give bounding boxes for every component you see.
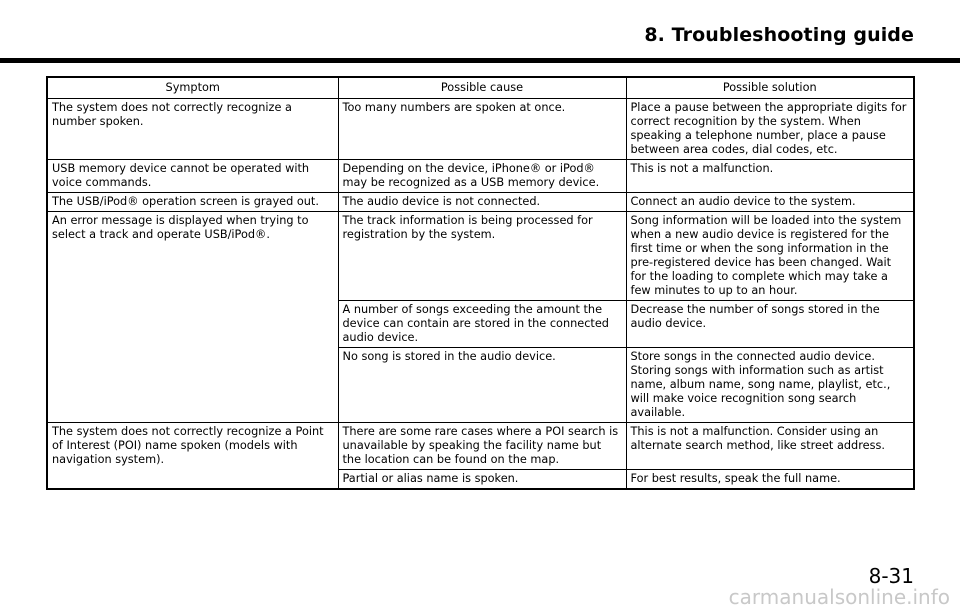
cause-cell: The track information is being processed for registration by the system.: [338, 212, 626, 301]
cause-cell: The audio device is not connected.: [338, 193, 626, 212]
symptom-cell: The system does not correctly recognize a number spoken.: [47, 99, 338, 160]
solution-cell: Place a pause between the appropriate digits for correct recognition by the system. When speaking a telephone number, place a pause between area codes, dial codes, etc.: [626, 99, 914, 160]
troubleshooting-table: [46, 76, 915, 490]
column-header-solution: Possible solution: [626, 77, 914, 99]
solution-cell: Connect an audio device to the system.: [626, 193, 914, 212]
solution-cell: Store songs in the connected audio device. Storing songs with information such as artist name, album name, song name, playlist, etc., will make voice recognition song search available.: [626, 348, 914, 423]
cause-cell: There are some rare cases where a POI search is unavailable by speaking the facility name but the location can be found on the map.: [338, 423, 626, 470]
symptom-cell: USB memory device cannot be operated with voice commands.: [47, 160, 338, 193]
table-header-row: [47, 77, 914, 99]
watermark: carmanualsonline.info: [728, 585, 950, 609]
solution-cell: Decrease the number of songs stored in the audio device.: [626, 301, 914, 348]
solution-cell: This is not a malfunction.: [626, 160, 914, 193]
cause-cell: A number of songs exceeding the amount the device can contain are stored in the connected audio device.: [338, 301, 626, 348]
header-rule: [0, 58, 960, 63]
table-row: [47, 160, 914, 193]
solution-cell: This is not a malfunction. Consider using an alternate search method, like street address.: [626, 423, 914, 470]
table-row: [47, 212, 914, 301]
cause-cell: Depending on the device, iPhone® or iPod® may be recognized as a USB memory device.: [338, 160, 626, 193]
solution-cell: For best results, speak the full name.: [626, 470, 914, 490]
symptom-cell: An error message is displayed when trying to select a track and operate USB/iPod®.: [47, 212, 338, 423]
section-title: 8. Troubleshooting guide: [644, 24, 914, 46]
table-row: [47, 193, 914, 212]
cause-cell: Partial or alias name is spoken.: [338, 470, 626, 490]
column-header-cause: Possible cause: [338, 77, 626, 99]
page-number: 8-31: [868, 564, 914, 588]
cause-cell: Too many numbers are spoken at once.: [338, 99, 626, 160]
cause-cell: No song is stored in the audio device.: [338, 348, 626, 423]
symptom-cell: The USB/iPod® operation screen is grayed out.: [47, 193, 338, 212]
symptom-cell: The system does not correctly recognize a Point of Interest (POI) name spoken (models with navigation system).: [47, 423, 338, 490]
table-row: [47, 423, 914, 470]
table-row: [47, 99, 914, 160]
column-header-symptom: Symptom: [47, 77, 338, 99]
solution-cell: Song information will be loaded into the system when a new audio device is registered for the first time or when the song information in the pre-registered device has been changed. Wait for the loading to complete which may take a few minutes to up to an hour.: [626, 212, 914, 301]
